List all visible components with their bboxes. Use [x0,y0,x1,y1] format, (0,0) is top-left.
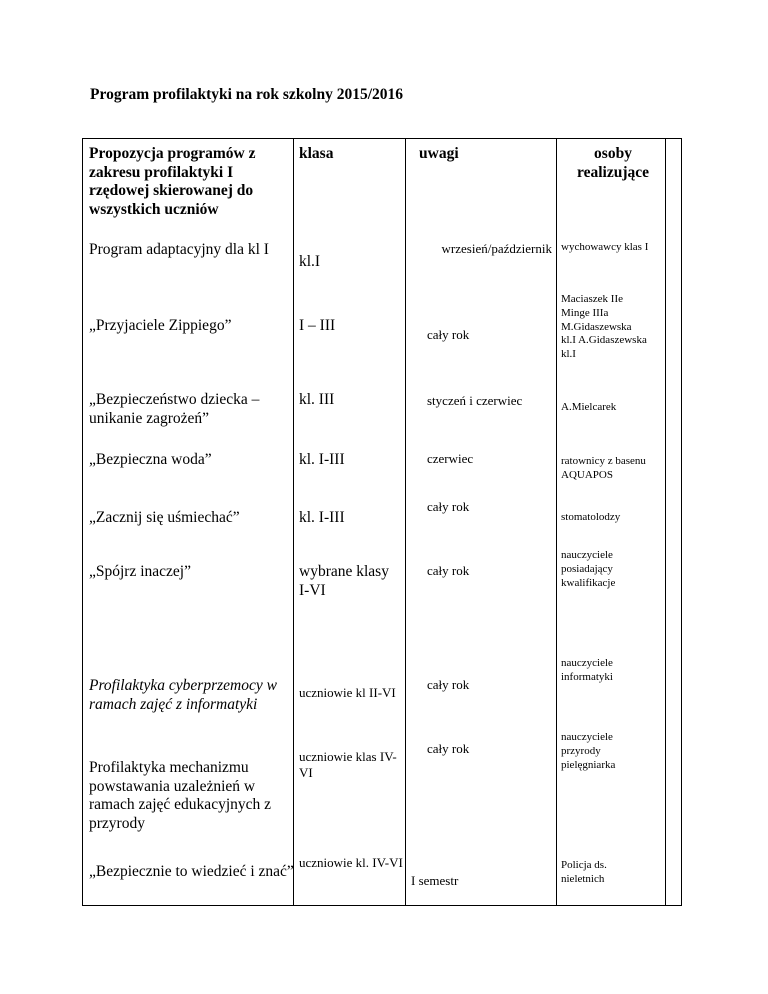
row-uwagi: cały rok [427,563,470,578]
header-program: Propozycja programów z zakresu profilaktyki I rzędowej skierowanej do wszystkich uczniów [89,145,256,218]
row-osoby: nauczyciele posiadający kwalifikacje [561,549,616,589]
column-divider [556,139,557,905]
row-program: „Bezpiecznie to wiedzieć i znać” [89,863,294,880]
row-osoby: A.Mielcarek [561,401,617,413]
row-klasa: uczniowie kl II-VI [299,685,396,700]
row-osoby: Maciaszek IIe Minge IIIa M.Gidaszewska kl.I A.Gidaszewska kl.I [561,293,647,360]
row-uwagi: cały rok [427,499,470,514]
row-uwagi: cały rok [427,677,470,692]
program-table [82,138,682,906]
row-uwagi: czerwiec [427,451,474,466]
header-uwagi: uwagi [419,145,459,162]
column-divider [665,139,666,905]
header-osoby: osoby realizujące [576,145,649,181]
row-klasa: kl. I-III [299,509,345,526]
row-klasa: wybrane klasy I-VI [299,563,389,599]
row-uwagi: cały rok [427,327,470,342]
row-klasa: uczniowie klas IV- VI [299,749,397,780]
row-program: Program adaptacyjny dla kl I [89,241,269,258]
row-osoby: wychowawcy klas I [561,241,649,253]
row-program: „Spójrz inaczej” [89,563,191,580]
page-title: Program profilaktyki na rok szkolny 2015/2016 [90,86,404,103]
row-osoby: ratownicy z basenu AQUAPOS [561,455,646,481]
row-klasa: kl.I [299,253,321,270]
row-uwagi: styczeń i czerwiec [427,393,523,408]
row-program: „Bezpieczeństwo dziecka – unikanie zagrożeń” [89,391,260,427]
row-program: Profilaktyka cyberprzemocy w ramach zajęć z informatyki [89,677,277,713]
row-uwagi: wrzesień/październik [441,241,552,256]
row-klasa: kl. III [299,391,335,408]
row-klasa: uczniowie kl. IV-VI [299,855,403,870]
row-program: „Zacznij się uśmiechać” [89,509,240,526]
row-uwagi: cały rok [427,741,470,756]
row-program: „Przyjaciele Zippiego” [89,317,232,334]
row-uwagi: I semestr [411,873,459,888]
row-program: Profilaktyka mechanizmu powstawania uzależnień w ramach zajęć edukacyjnych z przyrody [89,759,272,832]
row-osoby: Policja ds. nieletnich [561,859,607,885]
column-divider [405,139,406,905]
row-klasa: I – III [299,317,336,334]
header-klasa: klasa [299,145,334,162]
row-osoby: stomatolodzy [561,511,621,523]
row-osoby: nauczyciele przyrody pielęgniarka [561,731,616,771]
row-osoby: nauczyciele informatyki [561,657,613,683]
row-klasa: kl. I-III [299,451,345,468]
row-program: „Bezpieczna woda” [89,451,212,468]
